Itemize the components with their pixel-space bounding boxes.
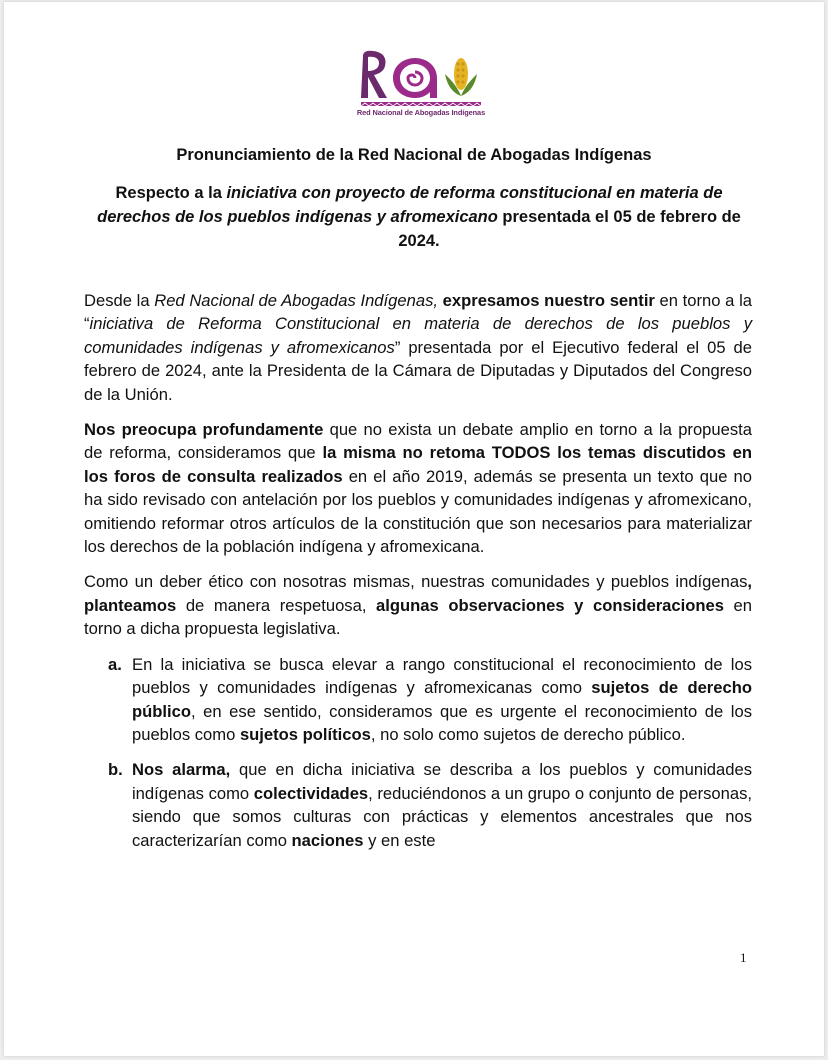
- document-title: Pronunciamiento de la Red Nacional de Abogadas Indígenas: [176, 146, 652, 164]
- text-run: de manera respetuosa,: [176, 595, 377, 615]
- text-run: , en ese sentido, consideramos que es urgente el reconocimiento de los pueblos como: [132, 701, 752, 744]
- text-run-italic: Red Nacional de Abogadas Indígenas,: [154, 291, 438, 310]
- text-run: En la iniciativa se busca elevar a rango constitucional el reconocimiento de los pueblos y comunidades indígenas y afromexicanas como: [132, 654, 752, 698]
- text-run: , no solo como sujetos de derecho público.: [370, 724, 686, 744]
- logo-spiral: [408, 72, 422, 85]
- document-page: [4, 2, 824, 1056]
- text-run: en torno a la “: [84, 291, 752, 334]
- text-run: Desde la: [84, 291, 155, 310]
- list-marker: a.: [108, 654, 122, 674]
- subtitle-part: presentada el 05 de febrero de 2024.: [398, 208, 741, 250]
- logo-caption: Red Nacional de Abogadas Indígenas: [356, 108, 486, 117]
- paragraph-concern: [84, 418, 752, 558]
- text-run: Como un deber ético con nosotras mismas, nuestras comunidades y pueblos indígenas: [84, 572, 748, 592]
- text-run: que no exista un debate amplio en torno a la propuesta de reforma, consideramos que: [84, 420, 752, 463]
- text-run: y en este: [363, 830, 436, 850]
- paragraph-intro: [84, 289, 752, 406]
- text-run-bold: sujetos políticos: [239, 724, 371, 744]
- text-run: ” presentada por el Ejecutivo federal el 05 de febrero de 2024, ante la Presidenta de la Cámara de Diputadas y Diputados del Congreso de la Unión.: [84, 337, 752, 404]
- text-run-bold: Nos alarma,: [132, 760, 231, 780]
- subtitle-italic: iniciativa con proyecto de reforma constitucional en materia de derechos de los pueblos indígenas y afromexicano: [97, 184, 723, 226]
- page-number: 1: [740, 950, 747, 965]
- paragraph-observations: [84, 570, 752, 640]
- text-run-italic: iniciativa de Reforma Constitucional en materia de derechos de los pueblos y comunidades indígenas y afromexicanos: [84, 314, 752, 357]
- text-run-bold: expresamos nuestro sentir: [442, 291, 655, 310]
- list-marker: b.: [108, 760, 123, 780]
- text-run-bold: , planteamos: [84, 572, 752, 615]
- text-run: en torno a dicha propuesta legislativa.: [84, 595, 753, 639]
- document-subtitle: [78, 181, 760, 253]
- text-run-bold: sujetos de derecho público: [132, 678, 752, 721]
- text-run: , reduciéndonos a un grupo o conjunto de personas, siendo que somos culturas con prácticas y elementos ancestrales que nos caracterizarían como: [132, 783, 752, 850]
- text-run-bold: algunas observaciones y consideraciones: [376, 595, 724, 615]
- text-run-bold: la misma no retoma TODOS los temas discutidos en los foros de consulta realizados: [84, 443, 752, 486]
- text-run-bold: Nos preocupa profundamente: [84, 420, 324, 440]
- text-run-bold: colectividades: [253, 783, 369, 803]
- subtitle-part: Respecto a la: [115, 184, 227, 202]
- text-run-bold: naciones: [291, 830, 364, 850]
- logo-letter-r: [361, 51, 387, 98]
- logo-pattern-bar: [361, 102, 481, 106]
- corn-cob: [454, 58, 468, 90]
- text-run: en el año 2019, además se presenta un texto que no ha sido revisado con antelación por los pueblos y comunidades indígenas y afromexicano, omitiendo reformar otros artículos de la constitución que son necesarios para materializar los derechos de la población indígena y afromexicana.: [84, 466, 752, 557]
- observations-list: [84, 653, 752, 852]
- text-run: que en dicha iniciativa se describa a los pueblos y comunidades indígenas como: [132, 760, 753, 803]
- list-item: [84, 758, 752, 852]
- document-body: [84, 289, 752, 864]
- list-item: [84, 653, 752, 747]
